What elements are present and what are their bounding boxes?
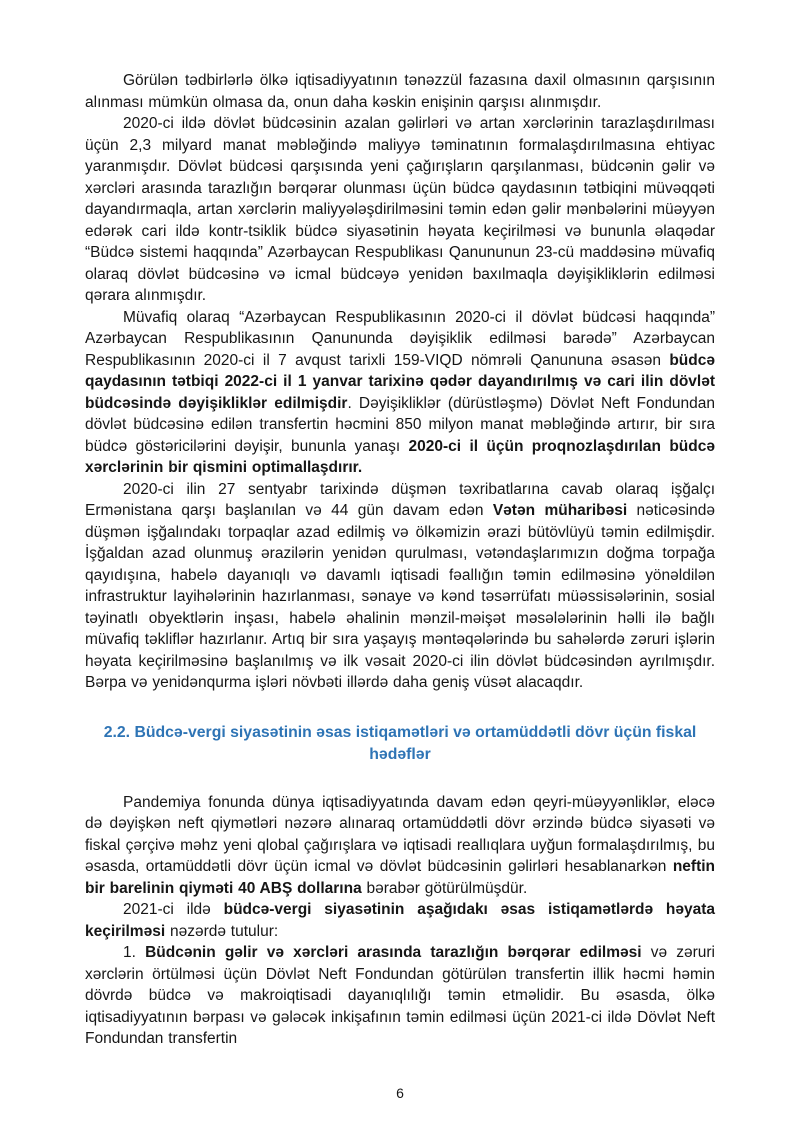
text-run: . Dəyişikliklər (dürüstləşmə) Dövlət Neft Fondundan dövlət büdcəsinə edilən transfertin həcmini 850 milyon manat məbləğində artırır, bir sıra büdcə göstəricilərini dəyişir, bununla yanaşı bbox=[85, 394, 715, 455]
section-heading: 2.2. Büdcə-vergi siyasətinin əsas istiqamətləri və ortamüddətli dövr üçün fiskal hədəflər bbox=[103, 723, 697, 763]
page-number: 6 bbox=[396, 1084, 404, 1101]
text-run: nəzərdə tutulur: bbox=[165, 922, 279, 940]
text-run: büdcə qaydasının tətbiqi 2022-ci il 1 yanvar tarixinə qədər dayandırılmış və cari ilin dövlət büdcəsində dəyişikliklər edilmişdir bbox=[85, 351, 715, 412]
text-run: büdcə-vergi siyasətinin aşağıdakı əsas istiqamətlərdə həyata keçirilməsi bbox=[85, 901, 716, 940]
paragraph bbox=[85, 70, 715, 113]
text-run: nəticəsində düşmən işğalındakı torpaqlar azad edilmiş və ölkəmizin ərazi bütövlüyü təmin edilmişdir. İşğaldan azad olunmuş ərazilərin yenidən qurulması, vətəndaşlarımızın doğma torpağa qayıdışına, habelə dayanıqlı və davamlı iqtisadi fəallığın təmin edilməsinə yönəldilən infrastruktur layihələrinin hazırlanması, sənaye və kənd təsərrüfatı müəssisələrinin, sosial təyinatlı obyektlərin inşası, habelə əhalinin mənzil-məişət məsələlərinin həlli ilə bağlı müvafiq təkliflər hazırlanır. Artıq bir sıra yaşayış məntəqələrində bu sahələrdə zəruri işlərin həyata keçirilməsinə başlanılmış və ilk vəsait 2020-ci ilin dövlət büdcəsindən ayrılmışdır. Bərpa və yenidənqurma işləri növbəti illərdə daha geniş vüsət alacaqdır. bbox=[85, 502, 715, 691]
paragraph bbox=[85, 942, 715, 1050]
text-run: 2021-ci ildə bbox=[123, 901, 224, 918]
paragraph bbox=[85, 899, 715, 942]
text-run: 2020-ci il üçün proqnozlaşdırılan büdcə xərclərinin bir qismini optimallaşdırır. bbox=[85, 437, 715, 476]
text-run: Görülən tədbirlərlə ölkə iqtisadiyyatının tənəzzül fazasına daxil olmasının qarşısının alınması mümkün olmasa da, onun daha kəskin enişinin qarşısı alınmışdır. bbox=[85, 72, 715, 111]
text-run: Büdcənin gəlir və xərcləri arasında tarazlığın bərqərar edilməsi bbox=[145, 944, 642, 961]
paragraph bbox=[85, 792, 715, 900]
paragraph bbox=[85, 479, 715, 694]
text-run: Pandemiya fonunda dünya iqtisadiyyatında davam edən qeyri-müəyyənliklər, eləcə də dəyişkən neft qiymətləri nəzərə alınaraq ortamüddətli dövr ərzində büdcə siyasəti və fiskal çərçivə məhz yeni qlobal çağırışlara və iqtisadi reallıqlara uyğun formalaşdırılmış, bu əsasda, ortamüddətli dövr üçün icmal və dövlət büdcəsinin gəlirləri hesablanarkən bbox=[85, 793, 715, 875]
text-run: bərabər götürülmüşdür. bbox=[361, 879, 528, 897]
paragraph bbox=[85, 113, 715, 307]
paragraph bbox=[85, 307, 715, 479]
text-run: 1. bbox=[123, 944, 146, 961]
text-run: və zəruri xərclərin örtülməsi üçün Dövlət Neft Fondundan götürülən transfertin illik həcmi həmin dövrdə büdcə və makroiqtisadi dayanıqlılığı təmin etməlidir. Bu əsasda, ölkə iqtisadiyyatının bərpası və gələcək inkişafının təmin edilməsi üçün 2021-ci ildə Dövlət Neft Fondundan transfertin bbox=[85, 944, 716, 1047]
text-run: Müvafiq olaraq “Azərbaycan Respublikasının 2020-ci il dövlət büdcəsi haqqında” Azərbaycan Respublikasının Qanununda dəyişiklik edilməsi barədə” Azərbaycan Respublikasının 2020-ci il 7 avqust tarixli 159-VIQD nömrəli Qanununa əsasən bbox=[85, 308, 715, 369]
text-run: 2020-ci ildə dövlət büdcəsinin azalan gəlirləri və artan xərclərinin tarazlaşdırılması üçün 2,3 milyard manat məbləğində maliyyə təminatının formalaşdırılmasına ehtiyac yaranmışdır. Dövlət büdcəsi qarşısında yeni çağırışların qarşılanması, büdcənin gəlir və xərcləri arasında tarazlığın bərqərar olunması üçün büdcə qaydasının tətbiqini müvəqqəti dayandırmaqla, artan xərclərin maliyyələşdirilməsini təmin edən gəlir mənbələrini müəyyən edərək cari ildə kontr-tsiklik büdcə siyasətinin həyata keçirilməsi və bununla əlaqədar “Büdcə sistemi haqqında” Azərbaycan Respublikası Qanununun 23-cü maddəsinə müvafiq olaraq dövlət büdcəsinə və icmal büdcəyə yenidən baxılmaqla dəyişikliklərin edilməsi qərara alınmışdır. bbox=[85, 115, 715, 304]
text-run: neftin bir barelinin qiyməti 40 ABŞ dollarına bbox=[85, 858, 715, 897]
text-run: Vətən müharibəsi bbox=[492, 502, 628, 519]
text-run: 2020-ci ilin 27 sentyabr tarixində düşmən təxribatlarına cavab olaraq işğalçı Ermənistana qarşı başlanılan və 44 gün davam edən bbox=[85, 480, 715, 519]
